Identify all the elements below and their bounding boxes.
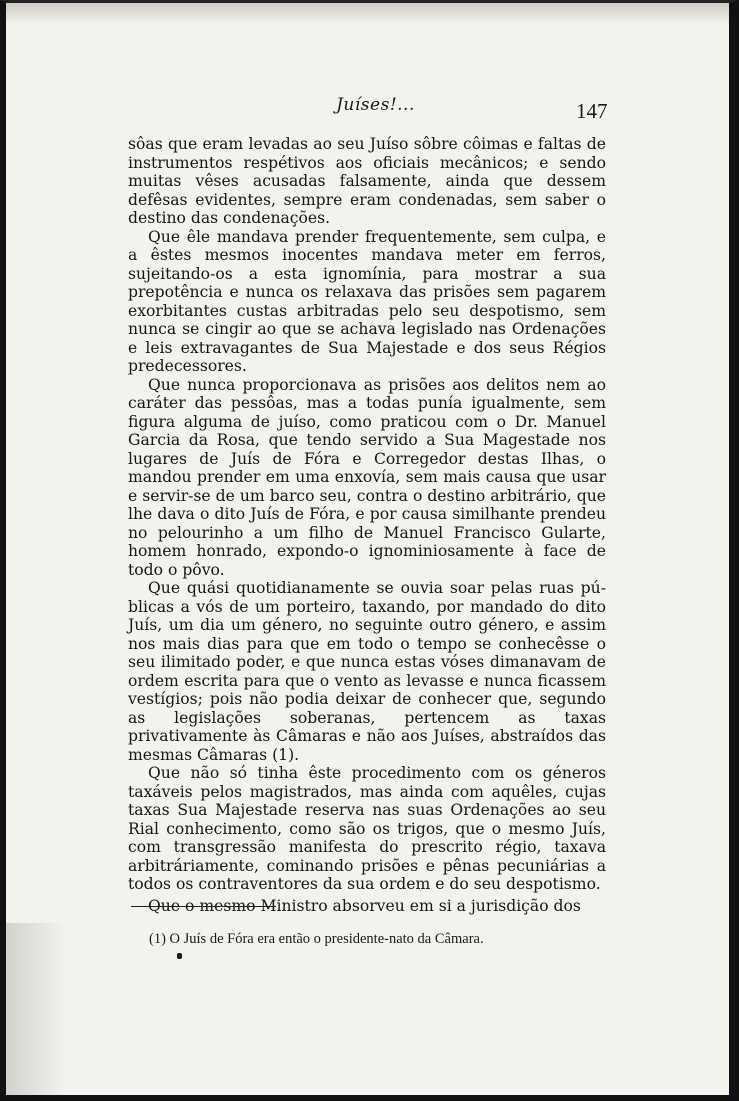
running-title: Juíses!...	[336, 95, 415, 115]
footnote-separator	[131, 906, 276, 907]
paragraph: Que o mesmo Ministro absorveu em si a jurisdição dos	[148, 896, 581, 915]
paragraph: Que êle mandava prender frequentemente, sem culpa, e a êstes mesmos inocentes mandava meter em ferros, sujeitando-os a esta ignomínia, para mostrar a sua prepotência e nunca os relaxava das prisões sem pagarem exorbitantes custas arbitradas pelo seu despotismo, sem nunca se cingir ao que se achava legislado nas Ordenações e leis extravagantes de Sua Majestade e dos seus Régios predecessores.	[128, 227, 606, 375]
body-text	[128, 135, 606, 915]
paragraph-continuation: sôas que eram levadas ao seu Juíso sôbre côimas e faltas de instrumentos respétivos aos oficiais mecânicos; e sendo muitas vêses acusadas falsamente, ainda que dessem defêsas evidentes, sempre eram condenadas, sem saber o destino das condenações.	[128, 135, 606, 227]
ink-mark	[177, 953, 182, 959]
paragraph: Que nunca proporcionava as prisões aos delitos nem ao caráter das pessôas, mas a todas punía igualmente, sem figura alguma de juíso, como praticou com o Dr. Manuel Garcia da Rosa, que tendo servido a Sua Magestade nos lugares de Juís de Fóra e Corregedor destas Ilhas, o mandou prender em uma enxovía, sem mais causa que usar e servir-se de um barco seu, contra o destino arbitrário, que lhe dava o dito Juís de Fóra, e por causa similhante prendeu no pelourinho a um filho de Manuel Francisco Gularte, homem honrado, expondo-o ignominiosamente à face de todo o pôvo.	[128, 375, 606, 579]
page-number: 147	[576, 99, 608, 123]
paragraph: Que quási quotidianamente se ouvia soar pelas ruas públicas a vós de um porteiro, taxando, por mandado do dito Juís, um dia um género, no seguinte outro género, e assim nos mais dias para que em todo o tempo se conhecêsse o seu ilimitado poder, e que nunca estas vóses dimanavam de ordem escrita para que o vento as levasse e nunca ficassem vestígios; pois não podia deixar de conhecer que, segundo as legislações soberanas, pertencem as taxas privativamente às Câmaras e não aos Juíses, abstraídos das mesmas Câmaras (1).	[128, 579, 606, 764]
scan-shadow-top	[6, 3, 729, 25]
scan-shadow-left	[6, 923, 66, 1101]
footnote: (1) O Juís de Fóra era então o presidente-nato da Câmara.	[149, 931, 484, 947]
paragraph: Que não só tinha êste procedimento com os géneros taxáveis pelos magistrados, mas ainda com aquêles, cujas taxas Sua Majestade reserva nas suas Ordenações ao seu Rial conhecimento, como são os trigos, que o mesmo Juís, com transgressão manifesta do prescrito régio, taxava arbitráriamente, cominando prisões e pênas pecuniárias a todos os contraventores da sua ordem e do seu despotismo.	[128, 764, 606, 893]
